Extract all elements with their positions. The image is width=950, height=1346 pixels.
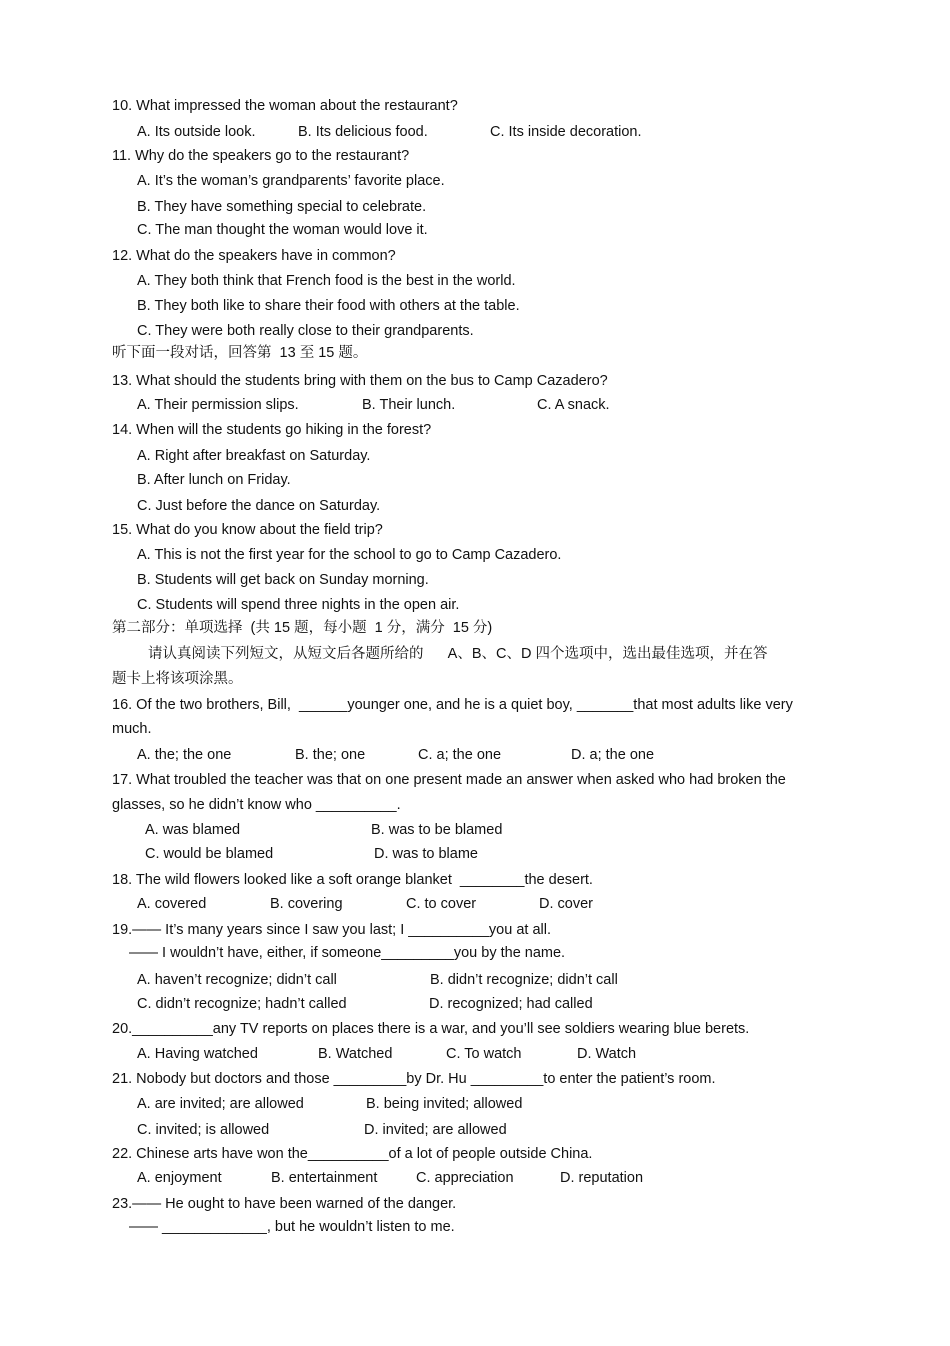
question-19-option-b: B. didn’t recognize; didn’t call bbox=[430, 972, 618, 988]
question-14-stem: 14. When will the students go hiking in the forest? bbox=[112, 422, 432, 438]
question-14-option-c: C. Just before the dance on Saturday. bbox=[137, 498, 381, 514]
question-16-stem-cont: much. bbox=[112, 721, 152, 737]
question-22-option-c: C. appreciation bbox=[416, 1170, 514, 1186]
question-11-option-b: B. They have something special to celebrate. bbox=[137, 199, 427, 215]
question-10-option-a: A. Its outside look. bbox=[137, 124, 256, 140]
question-17-option-c: C. would be blamed bbox=[145, 846, 274, 862]
question-17-stem-cont: glasses, so he didn’t know who __________. bbox=[112, 797, 401, 813]
question-19-option-c: C. didn’t recognize; hadn’t called bbox=[137, 996, 347, 1012]
question-13-option-b: B. Their lunch. bbox=[362, 397, 456, 413]
question-14-option-a: A. Right after breakfast on Saturday. bbox=[137, 448, 371, 464]
question-21-option-d: D. invited; are allowed bbox=[364, 1122, 507, 1138]
question-19-stem: 19.—— It’s many years since I saw you last; I __________you at all. bbox=[112, 922, 551, 938]
question-20-option-d: D. Watch bbox=[577, 1046, 637, 1062]
question-19-option-d: D. recognized; had called bbox=[429, 996, 593, 1012]
question-22-option-d: D. reputation bbox=[560, 1170, 644, 1186]
question-18-option-c: C. to cover bbox=[406, 896, 477, 912]
question-13-stem: 13. What should the students bring with them on the bus to Camp Cazadero? bbox=[112, 373, 608, 389]
section-2-heading: 第二部分：单项选择 (共 15 题，每小题 1 分，满分 15 分) bbox=[112, 620, 493, 636]
question-11-option-a: A. It’s the woman’s grandparents’ favorite place. bbox=[137, 173, 445, 189]
question-15-stem: 15. What do you know about the field trip? bbox=[112, 522, 383, 538]
question-16-option-c: C. a; the one bbox=[418, 747, 502, 763]
question-17-stem: 17. What troubled the teacher was that on one present made an answer when asked who had broken the bbox=[112, 772, 786, 788]
section-2-instruction-cont: 题卡上将该项涂黑。 bbox=[112, 671, 243, 687]
question-19-option-a: A. haven’t recognize; didn’t call bbox=[137, 972, 337, 988]
question-21-stem: 21. Nobody but doctors and those _________by Dr. Hu _________to enter the patient’s room. bbox=[112, 1071, 716, 1087]
question-17-option-a: A. was blamed bbox=[145, 822, 241, 838]
question-13-option-c: C. A snack. bbox=[537, 397, 610, 413]
listening-instruction: 听下面一段对话，回答第 13 至 15 题。 bbox=[112, 345, 368, 361]
question-16-option-b: B. the; one bbox=[295, 747, 366, 763]
question-14-option-b: B. After lunch on Friday. bbox=[137, 472, 291, 488]
question-15-option-b: B. Students will get back on Sunday morning. bbox=[137, 572, 429, 588]
question-12-option-b: B. They both like to share their food with others at the table. bbox=[137, 298, 520, 314]
question-20-stem: 20.__________any TV reports on places there is a war, and you’ll see soldiers wearing blue berets. bbox=[112, 1021, 750, 1037]
question-18-option-b: B. covering bbox=[270, 896, 343, 912]
question-22-stem: 22. Chinese arts have won the__________of a lot of people outside China. bbox=[112, 1146, 593, 1162]
question-20-option-c: C. To watch bbox=[446, 1046, 522, 1062]
question-15-option-c: C. Students will spend three nights in the open air. bbox=[137, 597, 460, 613]
question-21-option-b: B. being invited; allowed bbox=[366, 1096, 523, 1112]
question-11-stem: 11. Why do the speakers go to the restaurant? bbox=[112, 148, 410, 164]
question-17-option-d: D. was to blame bbox=[374, 846, 478, 862]
question-12-stem: 12. What do the speakers have in common? bbox=[112, 248, 396, 264]
question-16-stem: 16. Of the two brothers, Bill, ______younger one, and he is a quiet boy, _______that most adults like very bbox=[112, 697, 793, 713]
question-12-option-a: A. They both think that French food is the best in the world. bbox=[137, 273, 516, 289]
question-18-option-d: D. cover bbox=[539, 896, 593, 912]
question-10-stem: 10. What impressed the woman about the restaurant? bbox=[112, 98, 458, 114]
question-19-stem-reply: —— I wouldn’t have, either, if someone_________you by the name. bbox=[129, 945, 566, 961]
question-17-option-b: B. was to be blamed bbox=[371, 822, 503, 838]
question-13-option-a: A. Their permission slips. bbox=[137, 397, 299, 413]
question-20-option-b: B. Watched bbox=[318, 1046, 393, 1062]
question-12-option-c: C. They were both really close to their grandparents. bbox=[137, 323, 474, 339]
question-21-option-c: C. invited; is allowed bbox=[137, 1122, 270, 1138]
question-18-stem: 18. The wild flowers looked like a soft orange blanket ________the desert. bbox=[112, 872, 593, 888]
question-11-option-c: C. The man thought the woman would love it. bbox=[137, 222, 428, 238]
question-23-stem-reply: —— _____________, but he wouldn’t listen to me. bbox=[129, 1219, 455, 1235]
section-2-instruction: 请认真阅读下列短文，从短文后各题所给的 A、B、C、D 四个选项中，选出最佳选项，并在答 bbox=[148, 646, 768, 662]
question-20-option-a: A. Having watched bbox=[137, 1046, 258, 1062]
question-16-option-a: A. the; the one bbox=[137, 747, 232, 763]
question-10-option-b: B. Its delicious food. bbox=[298, 124, 428, 140]
question-22-option-a: A. enjoyment bbox=[137, 1170, 222, 1186]
question-18-option-a: A. covered bbox=[137, 896, 207, 912]
question-10-option-c: C. Its inside decoration. bbox=[490, 124, 642, 140]
question-16-option-d: D. a; the one bbox=[571, 747, 655, 763]
question-21-option-a: A. are invited; are allowed bbox=[137, 1096, 304, 1112]
question-22-option-b: B. entertainment bbox=[271, 1170, 378, 1186]
question-23-stem: 23.—— He ought to have been warned of the danger. bbox=[112, 1196, 457, 1212]
question-15-option-a: A. This is not the first year for the school to go to Camp Cazadero. bbox=[137, 547, 562, 563]
